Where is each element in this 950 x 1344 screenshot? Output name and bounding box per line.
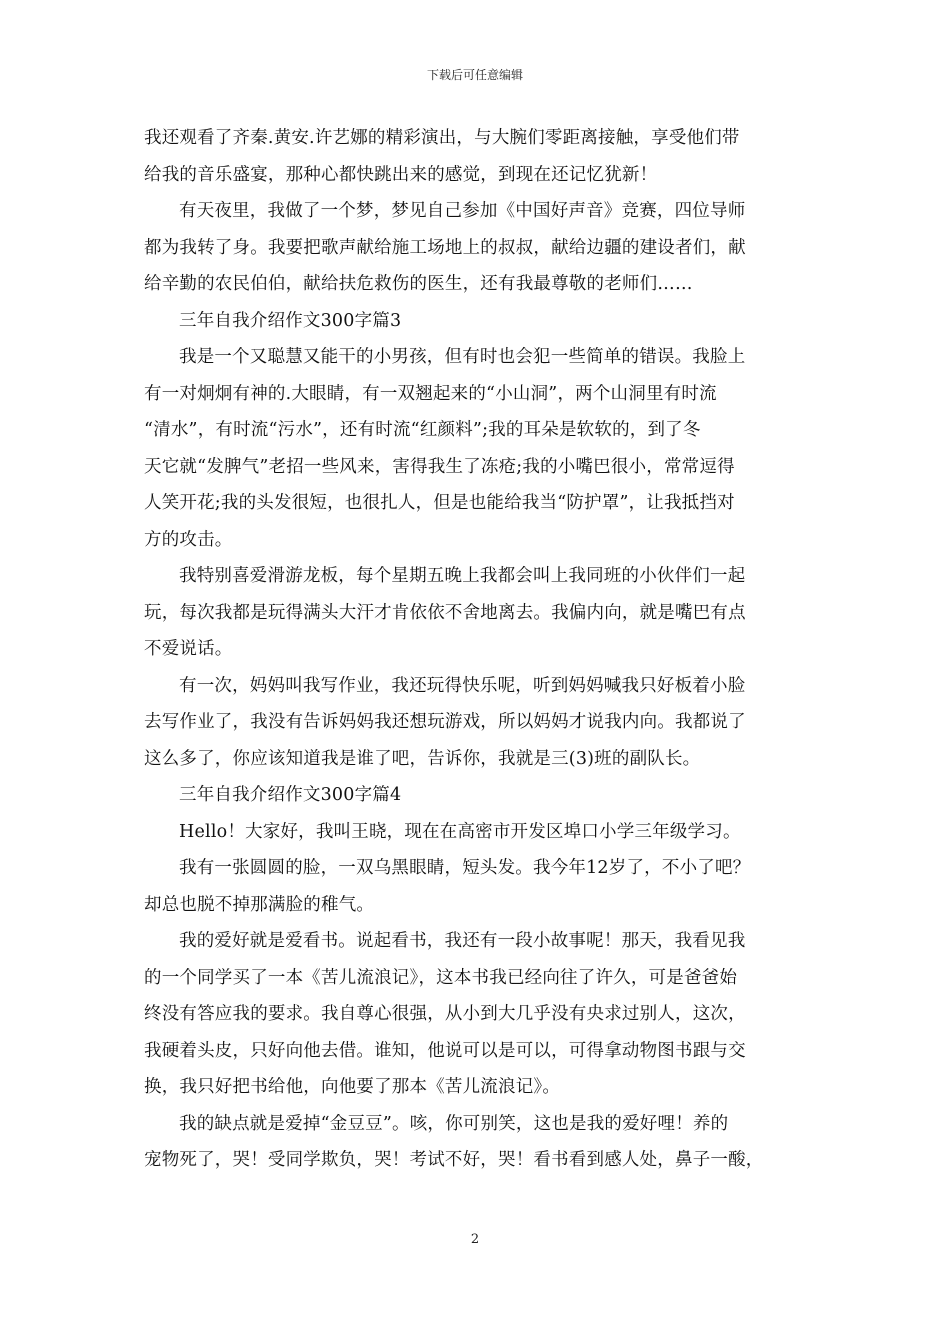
text-line: 我特别喜爱滑游龙板，每个星期五晚上我都会叫上我同班的小伙伴们一起 [179,566,746,586]
text-line: 人笑开花;我的头发很短，也很扎人，但是也能给我当“防护罩”，让我抵挡对 [144,493,735,513]
text-line: 给辛勤的农民伯伯，献给扶危救伤的医生，还有我最尊敬的老师们…… [144,274,693,294]
text-line: 我有一张圆圆的脸，一双乌黑眼睛，短头发。我今年12岁了，不小了吧？ [179,858,751,878]
text-line: 我是一个又聪慧又能干的小男孩，但有时也会犯一些简单的错误。我脸上 [179,347,746,367]
text-line: 的一个同学买了一本《苦儿流浪记》，这本书我已经向往了许久，可是爸爸始 [144,967,738,988]
text-line: 天它就“发脾气”老招一些风来，害得我生了冻疮;我的小嘴巴很小，常常逗得 [144,456,735,477]
document-body [144,120,824,1179]
page-number: 2 [470,1232,480,1247]
text-line: 不爱说话。 [144,639,233,659]
text-line: 有一对炯炯有神的.大眼睛，有一双翘起来的“小山洞”，两个山洞里有时流 [144,383,717,404]
text-line: 去写作业了，我没有告诉妈妈我还想玩游戏，所以妈妈才说我内向。我都说了 [144,712,746,732]
text-line: 都为我转了身。我要把歌声献给施工场地上的叔叔，献给边疆的建设者们，献 [144,237,746,258]
header-note: 下载后可任意编辑 [426,68,523,82]
text-line: 有天夜里，我做了一个梦，梦见自己参加《中国好声音》竞赛，四位导师 [179,201,746,221]
section-heading: 三年自我介绍作文300字篇3 [179,310,402,331]
text-line: 给我的音乐盛宴，那种心都快跳出来的感觉，到现在还记忆犹新！ [144,164,658,185]
text-line: 有一次，妈妈叫我写作业，我还玩得快乐呢，听到妈妈喊我只好板着小脸 [179,675,746,696]
text-line: 我还观看了齐秦.黄安.许艺娜的精彩演出，与大腕们零距离接触，享受他们带 [144,128,740,148]
text-line: Hello！大家好，我叫王晓，现在在高密市开发区埠口小学三年级学习。 [179,821,741,842]
text-line: 方的攻击。 [144,529,233,550]
text-line: 终没有答应我的要求。我自尊心很强，从小到大几乎没有央求过别人，这次， [144,1004,746,1024]
text-line: 却总也脱不掉那满脸的稚气。 [144,894,375,915]
text-line: 宠物死了，哭！受同学欺负，哭！考试不好，哭！看书看到感人处，鼻子一酸， [144,1150,764,1170]
text-line: 这么多了，你应该知道我是谁了吧，告诉你，我就是三(3)班的副队长。 [144,748,701,769]
text-line: 玩，每次我都是玩得满头大汗才肯依依不舍地离去。我偏内向，就是嘴巴有点 [144,602,746,623]
text-line: 我的爱好就是爱看书。说起看书，我还有一段小故事呢！那天，我看见我 [179,931,746,951]
text-line: 换，我只好把书给他，向他要了那本《苦儿流浪记》。 [144,1077,561,1097]
text-line: 我硬着头皮，只好向他去借。谁知，他说可以是可以，可得拿动物图书跟与交 [144,1040,746,1061]
section-heading: 三年自我介绍作文300字篇4 [179,785,402,805]
text-line: “清水”，有时流“污水”，还有时流“红颜料”;我的耳朵是软软的，到了冬 [144,420,701,440]
text-line: 我的缺点就是爱掉“金豆豆”。咳，你可别笑，这也是我的爱好哩！养的 [179,1113,729,1134]
